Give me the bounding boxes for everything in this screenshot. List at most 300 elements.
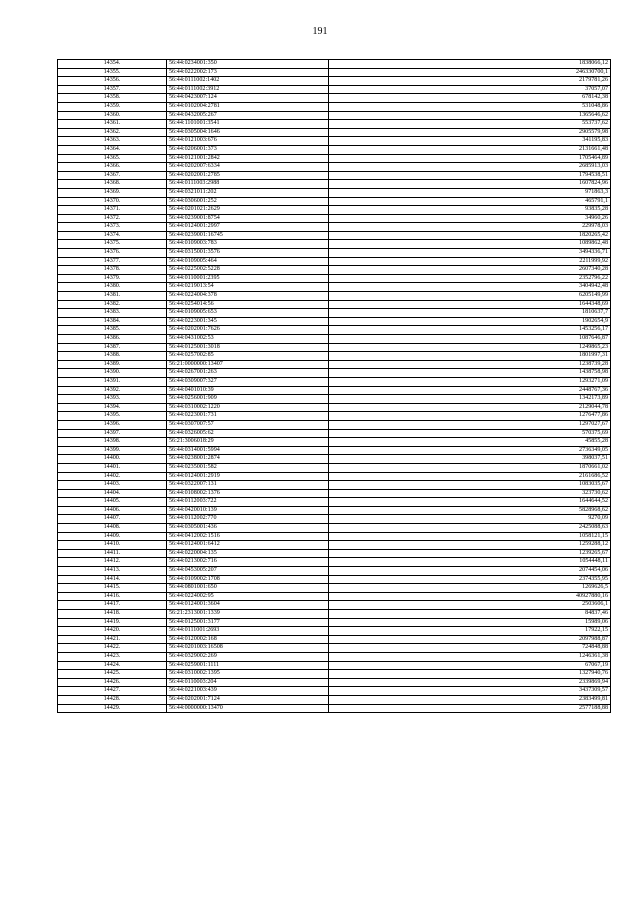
cadastral-value-cell: 2383499,81 (329, 695, 611, 704)
cadastral-number-cell: 56:44:0112002:770 (167, 515, 329, 524)
row-number-cell: 14357. (58, 85, 167, 94)
cadastral-number-cell: 56:44:0256001:909 (167, 395, 329, 404)
cadastral-number-cell: 56:44:0310002:1395 (167, 670, 329, 679)
cadastral-value-cell: 1089862,48 (329, 240, 611, 249)
cadastral-value-cell: 1838066,12 (329, 60, 611, 69)
cadastral-number-cell: 56:44:0121003:676 (167, 137, 329, 146)
cadastral-number-cell: 56:44:0223001:731 (167, 412, 329, 421)
cadastral-value-cell: 5828968,62 (329, 506, 611, 515)
cadastral-number-cell: 56:44:0110003:204 (167, 678, 329, 687)
table-row (58, 60, 611, 69)
cadastral-number-cell: 56:44:0125001:3018 (167, 343, 329, 352)
table-row (58, 687, 611, 696)
row-number-cell: 14376. (58, 249, 167, 258)
cadastral-value-cell: 40927880,16 (329, 592, 611, 601)
table-row (58, 85, 611, 94)
table-row (58, 644, 611, 653)
table-row (58, 274, 611, 283)
table-row (58, 326, 611, 335)
row-number-cell: 14420. (58, 627, 167, 636)
table-row (58, 678, 611, 687)
cadastral-number-cell: 56:44:0111002:1402 (167, 77, 329, 86)
cadastral-value-cell: 1342173,89 (329, 395, 611, 404)
cadastral-value-cell: 2685913,03 (329, 163, 611, 172)
cadastral-number-cell: 56:44:0315001:3576 (167, 249, 329, 258)
row-number-cell: 14380. (58, 283, 167, 292)
row-number-cell: 14421. (58, 635, 167, 644)
cadastral-value-cell: 1644644,52 (329, 498, 611, 507)
row-number-cell: 14382. (58, 300, 167, 309)
cadastral-value-cell: 1087646,87 (329, 335, 611, 344)
row-number-cell: 14375. (58, 240, 167, 249)
cadastral-number-cell: 56:44:0225002:5228 (167, 266, 329, 275)
page-number: 191 (312, 26, 328, 37)
cadastral-number-cell: 56:44:0222002:173 (167, 68, 329, 77)
table-row (58, 352, 611, 361)
row-number-cell: 14429. (58, 704, 167, 713)
row-number-cell: 14407. (58, 515, 167, 524)
table-row (58, 386, 611, 395)
row-number-cell: 14409. (58, 532, 167, 541)
table-row (58, 249, 611, 258)
cadastral-number-cell: 56:44:0202001:7124 (167, 695, 329, 704)
table-row (58, 171, 611, 180)
cadastral-number-cell: 56:44:0109002:1708 (167, 575, 329, 584)
table-row (58, 472, 611, 481)
row-number-cell: 14386. (58, 335, 167, 344)
cadastral-value-cell: 1293271,09 (329, 377, 611, 386)
cadastral-number-cell: 56:21:3006018:29 (167, 438, 329, 447)
table-row (58, 240, 611, 249)
cadastral-number-cell: 56:44:0109005:653 (167, 309, 329, 318)
row-number-cell: 14401. (58, 463, 167, 472)
cadastral-number-cell: 56:44:0306001:252 (167, 197, 329, 206)
row-number-cell: 14388. (58, 352, 167, 361)
cadastral-value-cell: 1249865,23 (329, 343, 611, 352)
cadastral-value-cell: 229978,03 (329, 223, 611, 232)
cadastral-number-cell: 56:44:0111003:2988 (167, 180, 329, 189)
cadastral-value-cell: 1801997,31 (329, 352, 611, 361)
cadastral-number-cell: 56:44:0412002:1516 (167, 532, 329, 541)
cadastral-value-cell: 2425088,63 (329, 524, 611, 533)
table-row (58, 395, 611, 404)
table-row (58, 463, 611, 472)
cadastral-value-cell: 45855,28 (329, 438, 611, 447)
cadastral-number-cell: 56:44:0109003:783 (167, 240, 329, 249)
cadastral-number-cell: 56:44:0257002:85 (167, 352, 329, 361)
cadastral-value-cell: 34960,26 (329, 214, 611, 223)
cadastral-number-cell: 56:44:0224002:95 (167, 592, 329, 601)
row-number-cell: 14387. (58, 343, 167, 352)
cadastral-number-cell: 56:44:0309007:327 (167, 377, 329, 386)
row-number-cell: 14411. (58, 549, 167, 558)
cadastral-value-cell: 1365646,62 (329, 111, 611, 120)
cadastral-value-cell: 1083035,67 (329, 481, 611, 490)
table-row (58, 412, 611, 421)
row-number-cell: 14412. (58, 558, 167, 567)
cadastral-value-cell: 2577188,88 (329, 704, 611, 713)
cadastral-number-cell: 56:44:0423007:124 (167, 94, 329, 103)
cadastral-number-cell: 56:44:0431002:53 (167, 335, 329, 344)
row-number-cell: 14378. (58, 266, 167, 275)
table-row (58, 429, 611, 438)
cadastral-value-cell: 2448767,36 (329, 386, 611, 395)
cadastral-number-cell: 56:44:0224004:378 (167, 292, 329, 301)
cadastral-value-cell: 9270,09 (329, 515, 611, 524)
row-number-cell: 14362. (58, 128, 167, 137)
cadastral-number-cell: 56:44:0109005:464 (167, 257, 329, 266)
cadastral-value-cell: 678142,38 (329, 94, 611, 103)
cadastral-number-cell: 56:44:0110001:2395 (167, 274, 329, 283)
cadastral-value-cell: 1902654,9 (329, 317, 611, 326)
row-number-cell: 14390. (58, 369, 167, 378)
row-number-cell: 14399. (58, 446, 167, 455)
cadastral-number-cell: 56:44:0219013:54 (167, 283, 329, 292)
table-row (58, 481, 611, 490)
cadastral-number-cell: 56:44:0202001:7626 (167, 326, 329, 335)
cadastral-number-cell: 56:44:0314001:5994 (167, 446, 329, 455)
table-row (58, 163, 611, 172)
row-number-cell: 14370. (58, 197, 167, 206)
table-row (58, 438, 611, 447)
table-row (58, 498, 611, 507)
table-row (58, 377, 611, 386)
cadastral-number-cell: 56:44:0401010:39 (167, 386, 329, 395)
table-row (58, 120, 611, 129)
cadastral-number-cell: 56:44:0326005:62 (167, 429, 329, 438)
row-number-cell: 14355. (58, 68, 167, 77)
cadastral-value-cell: 341195,83 (329, 137, 611, 146)
cadastral-value-cell: 1054448,11 (329, 558, 611, 567)
cadastral-value-cell: 246330700,1 (329, 68, 611, 77)
row-number-cell: 14416. (58, 592, 167, 601)
row-number-cell: 14405. (58, 498, 167, 507)
table-row (58, 446, 611, 455)
row-number-cell: 14422. (58, 644, 167, 653)
cadastral-number-cell: 56:44:0221003:439 (167, 687, 329, 696)
cadastral-value-cell: 1705464,89 (329, 154, 611, 163)
table-row (58, 695, 611, 704)
row-number-cell: 14361. (58, 120, 167, 129)
row-number-cell: 14393. (58, 395, 167, 404)
cadastral-number-cell: 56:44:0235001:582 (167, 463, 329, 472)
cadastral-value-cell: 1453256,17 (329, 326, 611, 335)
table-row (58, 257, 611, 266)
cadastral-value-cell: 2374355,95 (329, 575, 611, 584)
cadastral-value-cell: 1276477,86 (329, 412, 611, 421)
row-number-cell: 14373. (58, 223, 167, 232)
table-row (58, 206, 611, 215)
table-row (58, 180, 611, 189)
cadastral-number-cell: 56:44:0125001:3177 (167, 618, 329, 627)
cadastral-value-cell: 1246361,38 (329, 652, 611, 661)
cadastral-number-cell: 56:44:0259001:1111 (167, 661, 329, 670)
cadastral-number-cell: 56:44:0305001:436 (167, 524, 329, 533)
table-row (58, 231, 611, 240)
row-number-cell: 14396. (58, 420, 167, 429)
cadastral-number-cell: 56:44:0267001:263 (167, 369, 329, 378)
cadastral-number-cell: 56:44:0102004:2781 (167, 102, 329, 111)
table-row (58, 610, 611, 619)
cadastral-number-cell: 56:44:0124001:2919 (167, 472, 329, 481)
cadastral-number-cell: 56:44:0202007:6334 (167, 163, 329, 172)
row-number-cell: 14368. (58, 180, 167, 189)
row-number-cell: 14404. (58, 489, 167, 498)
cadastral-value-cell: 3494336,71 (329, 249, 611, 258)
cadastral-number-cell: 56:44:1101001:3541 (167, 120, 329, 129)
row-number-cell: 14425. (58, 670, 167, 679)
cadastral-number-cell: 56:44:0111001:2693 (167, 627, 329, 636)
table-row (58, 369, 611, 378)
table-row (58, 661, 611, 670)
cadastral-value-cell: 1259288,12 (329, 541, 611, 550)
cadastral-value-cell: 2131661,48 (329, 145, 611, 154)
cadastral-value-cell: 553737,62 (329, 120, 611, 129)
cadastral-number-cell: 56:44:0310002:1220 (167, 403, 329, 412)
cadastral-value-cell: 2211999,92 (329, 257, 611, 266)
cadastral-value-cell: 570375,69 (329, 429, 611, 438)
table-row (58, 524, 611, 533)
cadastral-value-cell: 15989,06 (329, 618, 611, 627)
table-row (58, 111, 611, 120)
row-number-cell: 14384. (58, 317, 167, 326)
cadastral-value-table (57, 59, 611, 713)
cadastral-number-cell: 56:44:0305004:1646 (167, 128, 329, 137)
row-number-cell: 14408. (58, 524, 167, 533)
table-row (58, 94, 611, 103)
row-number-cell: 14394. (58, 403, 167, 412)
row-number-cell: 14389. (58, 360, 167, 369)
cadastral-number-cell: 56:44:0238001:2874 (167, 455, 329, 464)
row-number-cell: 14413. (58, 567, 167, 576)
table-row (58, 601, 611, 610)
row-number-cell: 14424. (58, 661, 167, 670)
cadastral-value-cell: 6205149,99 (329, 292, 611, 301)
table-row (58, 652, 611, 661)
row-number-cell: 14398. (58, 438, 167, 447)
table-row (58, 292, 611, 301)
table-row (58, 188, 611, 197)
row-number-cell: 14423. (58, 652, 167, 661)
cadastral-value-cell: 1607824,96 (329, 180, 611, 189)
cadastral-number-cell: 56:44:0121001:2842 (167, 154, 329, 163)
table-row (58, 335, 611, 344)
row-number-cell: 14374. (58, 231, 167, 240)
cadastral-value-cell: 2074454,06 (329, 567, 611, 576)
table-row (58, 567, 611, 576)
table-row (58, 197, 611, 206)
row-number-cell: 14428. (58, 695, 167, 704)
row-number-cell: 14391. (58, 377, 167, 386)
table-row (58, 102, 611, 111)
cadastral-value-cell: 1058121,15 (329, 532, 611, 541)
table-row (58, 77, 611, 86)
table-row (58, 403, 611, 412)
cadastral-number-cell: 56:44:0239001:8754 (167, 214, 329, 223)
cadastral-value-cell: 2161686,52 (329, 472, 611, 481)
row-number-cell: 14415. (58, 584, 167, 593)
cadastral-number-cell: 56:44:0206001:373 (167, 145, 329, 154)
cadastral-value-cell: 971863,3 (329, 188, 611, 197)
cadastral-value-cell: 2179781,26 (329, 77, 611, 86)
row-number-cell: 14403. (58, 481, 167, 490)
table-row (58, 283, 611, 292)
cadastral-number-cell: 56:44:0111002:3912 (167, 85, 329, 94)
table-row (58, 515, 611, 524)
row-number-cell: 14410. (58, 541, 167, 550)
table-row (58, 360, 611, 369)
row-number-cell: 14365. (58, 154, 167, 163)
row-number-cell: 14379. (58, 274, 167, 283)
table-row (58, 300, 611, 309)
cadastral-number-cell: 56:44:0329002:269 (167, 652, 329, 661)
cadastral-value-cell: 93835,28 (329, 206, 611, 215)
row-number-cell: 14427. (58, 687, 167, 696)
row-number-cell: 14392. (58, 386, 167, 395)
cadastral-value-cell: 2503606,1 (329, 601, 611, 610)
cadastral-value-cell: 1644348,69 (329, 300, 611, 309)
cadastral-value-cell: 3404942,48 (329, 283, 611, 292)
table-row (58, 154, 611, 163)
cadastral-value-cell: 531048,86 (329, 102, 611, 111)
row-number-cell: 14383. (58, 309, 167, 318)
cadastral-number-cell: 56:44:0201003:16508 (167, 644, 329, 653)
cadastral-number-cell: 56:44:0321011:202 (167, 188, 329, 197)
cadastral-value-cell: 37057,07 (329, 85, 611, 94)
cadastral-number-cell: 56:44:0202001:2785 (167, 171, 329, 180)
cadastral-number-cell: 56:44:0124001:2997 (167, 223, 329, 232)
row-number-cell: 14400. (58, 455, 167, 464)
row-number-cell: 14381. (58, 292, 167, 301)
cadastral-number-cell: 56:44:0124001:3604 (167, 601, 329, 610)
cadastral-value-cell: 67067,19 (329, 661, 611, 670)
table-row (58, 627, 611, 636)
row-number-cell: 14360. (58, 111, 167, 120)
table-row (58, 618, 611, 627)
cadastral-number-cell: 56:44:0223001:345 (167, 317, 329, 326)
table-row (58, 317, 611, 326)
row-number-cell: 14356. (58, 77, 167, 86)
cadastral-value-cell: 84837,46 (329, 610, 611, 619)
row-number-cell: 14359. (58, 102, 167, 111)
row-number-cell: 14417. (58, 601, 167, 610)
row-number-cell: 14414. (58, 575, 167, 584)
row-number-cell: 14419. (58, 618, 167, 627)
table-row (58, 309, 611, 318)
cadastral-value-cell: 465791,1 (329, 197, 611, 206)
cadastral-value-cell: 1820265,42 (329, 231, 611, 240)
cadastral-number-cell: 56:44:0000000:13470 (167, 704, 329, 713)
cadastral-value-cell: 1327940,76 (329, 670, 611, 679)
row-number-cell: 14397. (58, 429, 167, 438)
row-number-cell: 14354. (58, 60, 167, 69)
table-row (58, 558, 611, 567)
table-row (58, 455, 611, 464)
cadastral-value-cell: 2736349,05 (329, 446, 611, 455)
cadastral-value-cell: 2097988,87 (329, 635, 611, 644)
cadastral-number-cell: 56:21:2313001:1339 (167, 610, 329, 619)
table-row (58, 489, 611, 498)
row-number-cell: 14363. (58, 137, 167, 146)
table-row (58, 549, 611, 558)
cadastral-value-cell: 2339869,94 (329, 678, 611, 687)
table-row (58, 575, 611, 584)
cadastral-value-cell: 1297027,67 (329, 420, 611, 429)
table-row (58, 635, 611, 644)
row-number-cell: 14371. (58, 206, 167, 215)
table-row (58, 584, 611, 593)
cadastral-number-cell: 56:44:0112003:722 (167, 498, 329, 507)
cadastral-number-cell: 56:44:0124001:6412 (167, 541, 329, 550)
cadastral-value-cell: 1239265,67 (329, 549, 611, 558)
cadastral-number-cell: 56:44:0453005:207 (167, 567, 329, 576)
cadastral-number-cell: 56:44:0201021:2629 (167, 206, 329, 215)
cadastral-value-cell: 1794538,51 (329, 171, 611, 180)
row-number-cell: 14369. (58, 188, 167, 197)
cadastral-value-cell: 724848,88 (329, 644, 611, 653)
table-row (58, 420, 611, 429)
cadastral-value-cell: 1269626,5 (329, 584, 611, 593)
row-number-cell: 14372. (58, 214, 167, 223)
cadastral-value-cell: 2129044,78 (329, 403, 611, 412)
cadastral-number-cell: 56:44:0307007:57 (167, 420, 329, 429)
cadastral-value-cell: 1238739,28 (329, 360, 611, 369)
table-row (58, 704, 611, 713)
table-row (58, 266, 611, 275)
cadastral-number-cell: 56:44:0120002:168 (167, 635, 329, 644)
row-number-cell: 14385. (58, 326, 167, 335)
cadastral-number-cell: 56:44:0234001:350 (167, 60, 329, 69)
cadastral-number-cell: 56:44:0108002:1376 (167, 489, 329, 498)
table-row (58, 670, 611, 679)
row-number-cell: 14364. (58, 145, 167, 154)
table-row (58, 137, 611, 146)
table-row (58, 532, 611, 541)
table-row (58, 68, 611, 77)
cadastral-number-cell: 56:44:0322007:131 (167, 481, 329, 490)
row-number-cell: 14377. (58, 257, 167, 266)
table-row (58, 128, 611, 137)
cadastral-number-cell: 56:21:0000000:13407 (167, 360, 329, 369)
table-row (58, 214, 611, 223)
cadastral-number-cell: 56:44:0432005:267 (167, 111, 329, 120)
cadastral-number-cell: 56:44:0801001:650 (167, 584, 329, 593)
row-number-cell: 14402. (58, 472, 167, 481)
cadastral-number-cell: 56:44:0213002:716 (167, 558, 329, 567)
table-row (58, 592, 611, 601)
cadastral-value-cell: 398037,51 (329, 455, 611, 464)
cadastral-value-cell: 2607340,28 (329, 266, 611, 275)
row-number-cell: 14358. (58, 94, 167, 103)
table-row (58, 506, 611, 515)
table-row (58, 541, 611, 550)
table-row (58, 343, 611, 352)
cadastral-value-cell: 1810637,7 (329, 309, 611, 318)
cadastral-number-cell: 56:44:0239001:16745 (167, 231, 329, 240)
cadastral-number-cell: 56:44:0254014:56 (167, 300, 329, 309)
row-number-cell: 14395. (58, 412, 167, 421)
cadastral-number-cell: 56:44:0420010:139 (167, 506, 329, 515)
cadastral-value-cell: 3437309,57 (329, 687, 611, 696)
row-number-cell: 14367. (58, 171, 167, 180)
row-number-cell: 14426. (58, 678, 167, 687)
row-number-cell: 14406. (58, 506, 167, 515)
row-number-cell: 14366. (58, 163, 167, 172)
row-number-cell: 14418. (58, 610, 167, 619)
table-row (58, 145, 611, 154)
cadastral-value-cell: 1870661,02 (329, 463, 611, 472)
cadastral-value-cell: 2905579,98 (329, 128, 611, 137)
